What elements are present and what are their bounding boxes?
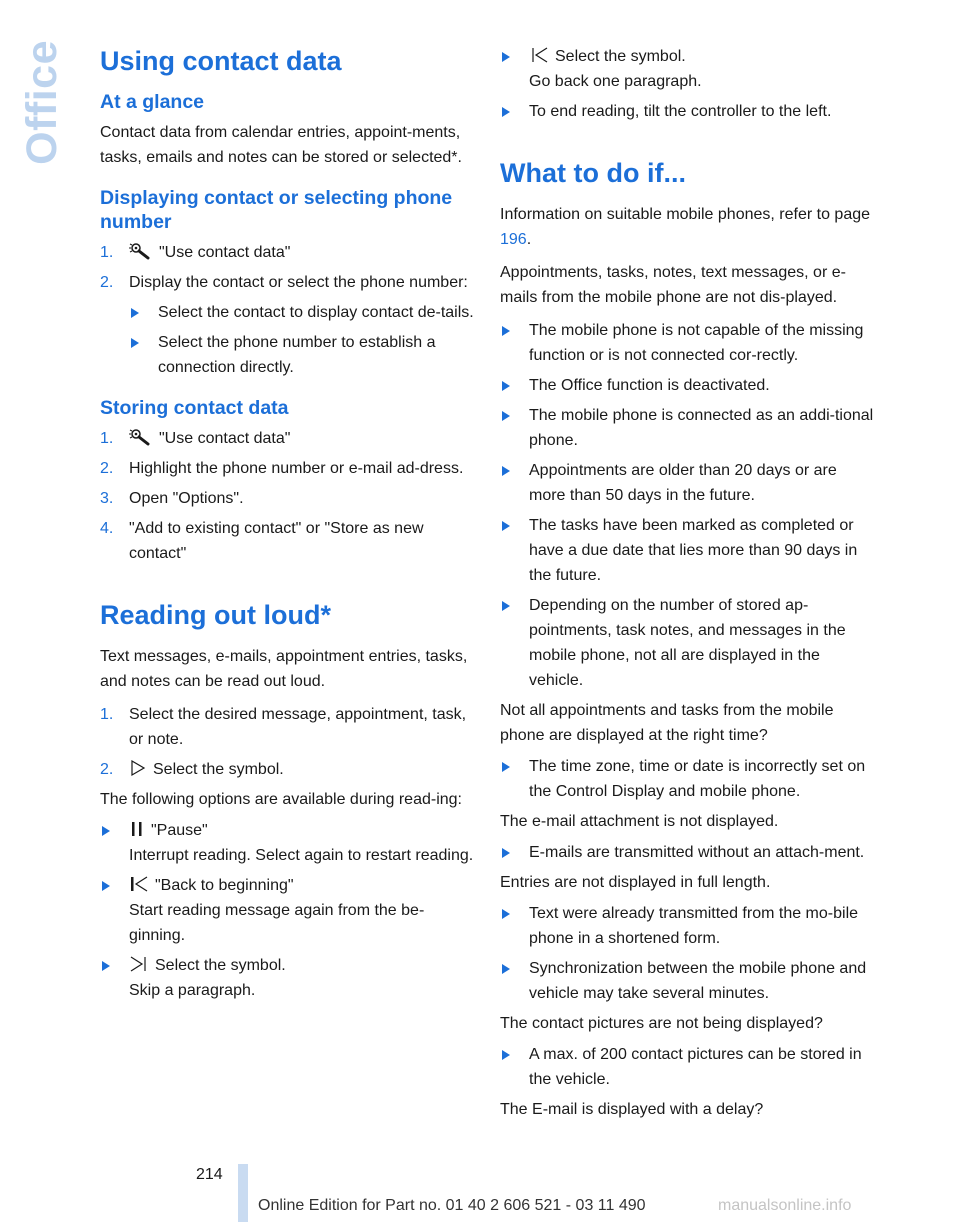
storing-steps <box>100 426 476 566</box>
info-text: Information on suitable mobile phones, refer to page 196. <box>500 206 871 248</box>
list-item: The mobile phone is not capable of the missing function or is not connected cor-rectly. <box>500 318 876 368</box>
voice-command-icon <box>129 428 153 446</box>
list-item: 4. "Add to existing contact" or "Store as new contact" <box>100 520 424 562</box>
list-item: 2. Highlight the phone number or e-mail ad-dress. <box>100 460 464 477</box>
bullet-triangle-icon <box>102 826 110 836</box>
heading-using-contact-data: Using contact data <box>100 46 342 76</box>
list-item: To end reading, tilt the controller to the left. <box>500 99 876 124</box>
list-item: The time zone, time or date is incorrectly set on the Control Display and mobile phone. <box>500 754 876 804</box>
bullet-triangle-icon <box>502 107 510 117</box>
bullet-triangle-icon <box>102 881 110 891</box>
footer-band <box>238 1164 248 1222</box>
question-2: Not all appointments and tasks from the mobile phone are displayed at the right time? <box>500 702 834 744</box>
q1-bullets <box>500 318 876 693</box>
heading-at-a-glance: At a glance <box>100 91 205 113</box>
question-6: The E-mail is displayed with a delay? <box>500 1101 764 1118</box>
bullet-triangle-icon <box>131 308 139 318</box>
list-item: Select the phone number to establish a connection directly. <box>129 330 476 380</box>
step-number: 2. <box>100 274 114 291</box>
question-4: Entries are not displayed in full length. <box>500 874 771 891</box>
list-item <box>100 270 476 380</box>
list-item: Synchronization between the mobile phone and vehicle may take several minutes. <box>500 956 876 1006</box>
list-item: E-mails are transmitted without an attach-ment. <box>500 840 876 865</box>
step-number: 1. <box>100 244 114 261</box>
reading-options <box>100 818 476 1003</box>
q4-bullets <box>500 901 876 1006</box>
heading-displaying-contact: Displaying contact or selecting phone number <box>100 187 453 233</box>
display-bullets <box>129 300 476 380</box>
list-item: The mobile phone is connected as an addi-tional phone. <box>500 403 876 453</box>
bullet-triangle-icon <box>502 521 510 531</box>
list-item: The Office function is deactivated. <box>500 373 876 398</box>
list-item: The tasks have been marked as completed or have a due date that lies more than 90 days in the future. <box>500 513 876 588</box>
bullet-triangle-icon <box>502 848 510 858</box>
right-column <box>500 44 876 1126</box>
list-item: 1. Select the desired message, appointment, task, or note. <box>100 706 467 748</box>
list-item: 2. Select the symbol. <box>100 761 284 778</box>
page-link[interactable]: 196 <box>500 231 527 248</box>
bullet-triangle-icon <box>502 601 510 611</box>
watermark-text: manualsonline.info <box>718 1197 852 1214</box>
question-5: The contact pictures are not being displayed? <box>500 1015 823 1032</box>
list-item: Appointments are older than 20 days or are more than 50 days in the future. <box>500 458 876 508</box>
left-column <box>100 44 476 1008</box>
q5-bullets <box>500 1042 876 1092</box>
bullet-triangle-icon <box>502 964 510 974</box>
list-item: Select the contact to display contact de-tails. <box>129 300 476 325</box>
bullet-triangle-icon <box>502 411 510 421</box>
step-text: Display the contact or select the phone number: <box>129 274 468 291</box>
reading-options-continued <box>500 44 876 124</box>
footer-edition: Online Edition for Part no. 01 40 2 606 521 - 03 11 490 <box>258 1197 646 1214</box>
bullet-triangle-icon <box>131 338 139 348</box>
list-item: A max. of 200 contact pictures can be stored in the vehicle. <box>500 1042 876 1092</box>
list-item: Select the symbol. Go back one paragraph. <box>500 44 876 94</box>
bullet-triangle-icon <box>102 961 110 971</box>
list-item: Depending on the number of stored ap-pointments, task notes, and messages in the mobile phone, not all are displayed in the vehicle. <box>500 593 876 693</box>
voice-command-icon <box>129 242 153 260</box>
pause-icon <box>129 820 145 838</box>
bullet-triangle-icon <box>502 381 510 391</box>
skip-forward-icon <box>129 955 149 973</box>
heading-what-to-do-if: What to do if... <box>500 158 686 188</box>
list-item: 3. Open "Options". <box>100 490 244 507</box>
bullet-triangle-icon <box>502 326 510 336</box>
reading-intro: Text messages, e-mails, appointment entries, tasks, and notes can be read out loud. <box>100 648 468 690</box>
q2-bullets <box>500 754 876 804</box>
options-intro: The following options are available during read-ing: <box>100 791 462 808</box>
reading-steps <box>100 702 476 782</box>
heading-reading-out-loud: Reading out loud* <box>100 600 331 630</box>
section-tab-office: Office <box>18 40 66 165</box>
bullet-triangle-icon <box>502 762 510 772</box>
bullet-triangle-icon <box>502 909 510 919</box>
list-item: "Pause" Interrupt reading. Select again to restart reading. <box>100 818 476 868</box>
bullet-triangle-icon <box>502 52 510 62</box>
list-item: 1. "Use contact data" <box>100 430 291 447</box>
heading-storing-contact-data: Storing contact data <box>100 397 289 419</box>
list-item: Text were already transmitted from the mo-bile phone in a shortened form. <box>500 901 876 951</box>
list-item <box>100 240 476 265</box>
play-icon <box>129 759 147 777</box>
page-number: 214 <box>196 1166 223 1183</box>
question-3: The e-mail attachment is not displayed. <box>500 813 779 830</box>
back-to-beginning-icon <box>129 875 149 893</box>
question-1: Appointments, tasks, notes, text messages, or e-mails from the mobile phone are not dis-played. <box>500 264 846 306</box>
bullet-triangle-icon <box>502 466 510 476</box>
q3-bullets <box>500 840 876 865</box>
display-steps <box>100 240 476 380</box>
step-text: "Use contact data" <box>159 244 291 261</box>
bullet-triangle-icon <box>502 1050 510 1060</box>
glance-text: Contact data from calendar entries, appoint-ments, tasks, emails and notes can be stored or selected*. <box>100 124 462 166</box>
list-item: "Back to beginning" Start reading message again from the be-ginning. <box>100 873 476 948</box>
skip-back-icon <box>529 46 549 64</box>
list-item: Select the symbol. Skip a paragraph. <box>100 953 476 1003</box>
